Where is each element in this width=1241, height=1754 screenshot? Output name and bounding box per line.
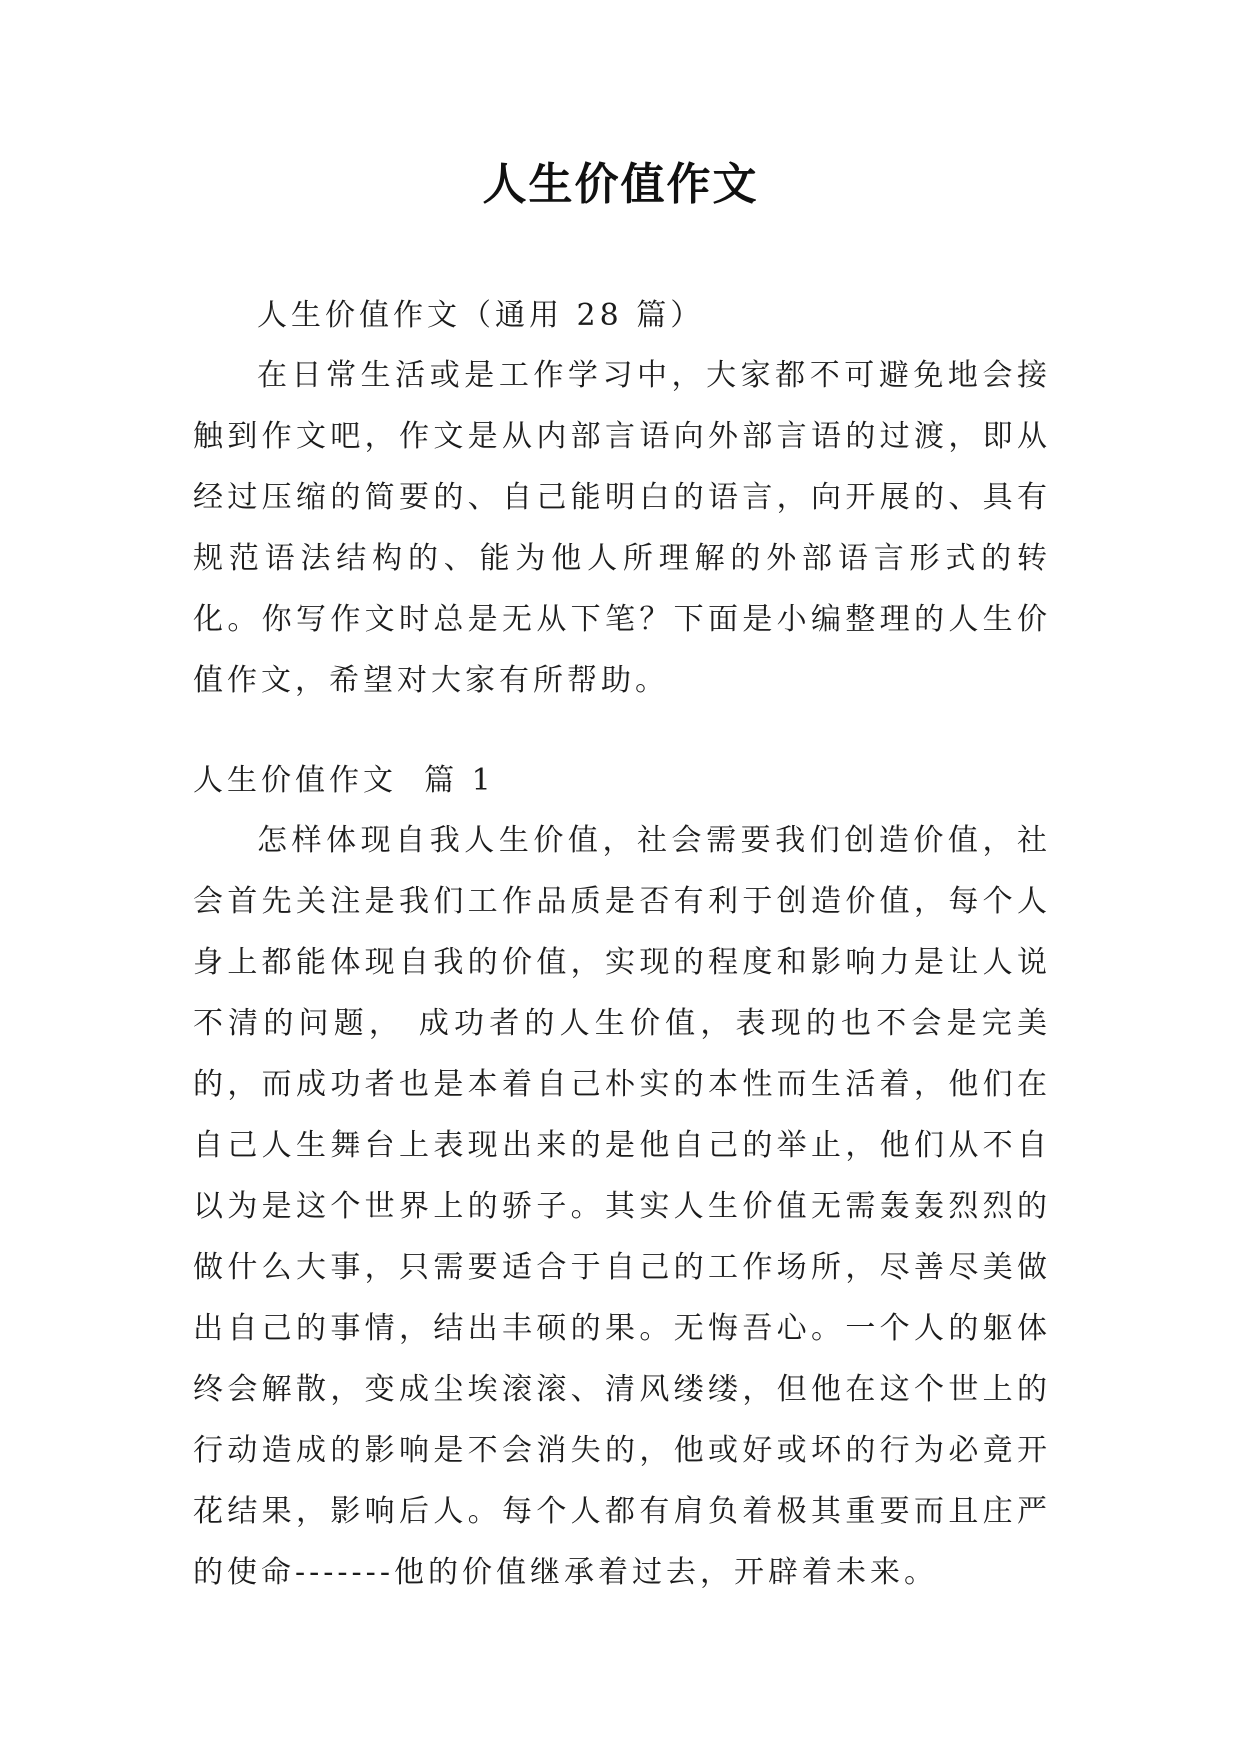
section-heading bbox=[193, 750, 1051, 811]
document-subtitle bbox=[193, 285, 1051, 346]
intro-text: 在日常生活或是工作学习中，大家都不可避免地会接触到作文吧，作文是从内部言语向外部言语的过渡，即从经过压缩的简要的、自己能明白的语言，向开展的、具有规范语法结构的、能为他人所理解的外部语言形式的转化。你写作文时总是无从下笔？下面是小编整理的人生价值作文，希望对大家有所帮助。 bbox=[193, 358, 1051, 698]
section-heading-text: 人生价值作文 篇 1 bbox=[193, 763, 495, 798]
subtitle-text: 人生价值作文（通用 28 篇） bbox=[257, 298, 705, 333]
intro-paragraph bbox=[193, 345, 1051, 711]
section-body-paragraph bbox=[193, 810, 1051, 1603]
document-title: 人生价值作文 bbox=[482, 159, 759, 210]
section-body-text: 怎样体现自我人生价值，社会需要我们创造价值，社会首先关注是我们工作品质是否有利于创造价值，每个人身上都能体现自我的价值，实现的程度和影响力是让人说不清的问题， 成功者的人生价值，表现的也不会是完美的，而成功者也是本着自己朴实的本性而生活着，他们在自己人生舞台上表现出来的是他自己的举止，他们从不自以为是这个世界上的骄子。其实人生价值无需轰轰烈烈的做什么大事，只需要适合于自己的工作场所，尽善尽美做出自己的事情，结出丰硕的果。无悔吾心。一个人的躯体终会解散，变成尘埃滚滚、清风缕缕，但他在这个世上的行动造成的影响是不会消失的，他或好或坏的行为必竟开花结果，影响后人。每个人都有肩负着极其重要而且庄严的使命-------他的价值继承着过去，开辟着未来。 bbox=[193, 823, 1051, 1590]
